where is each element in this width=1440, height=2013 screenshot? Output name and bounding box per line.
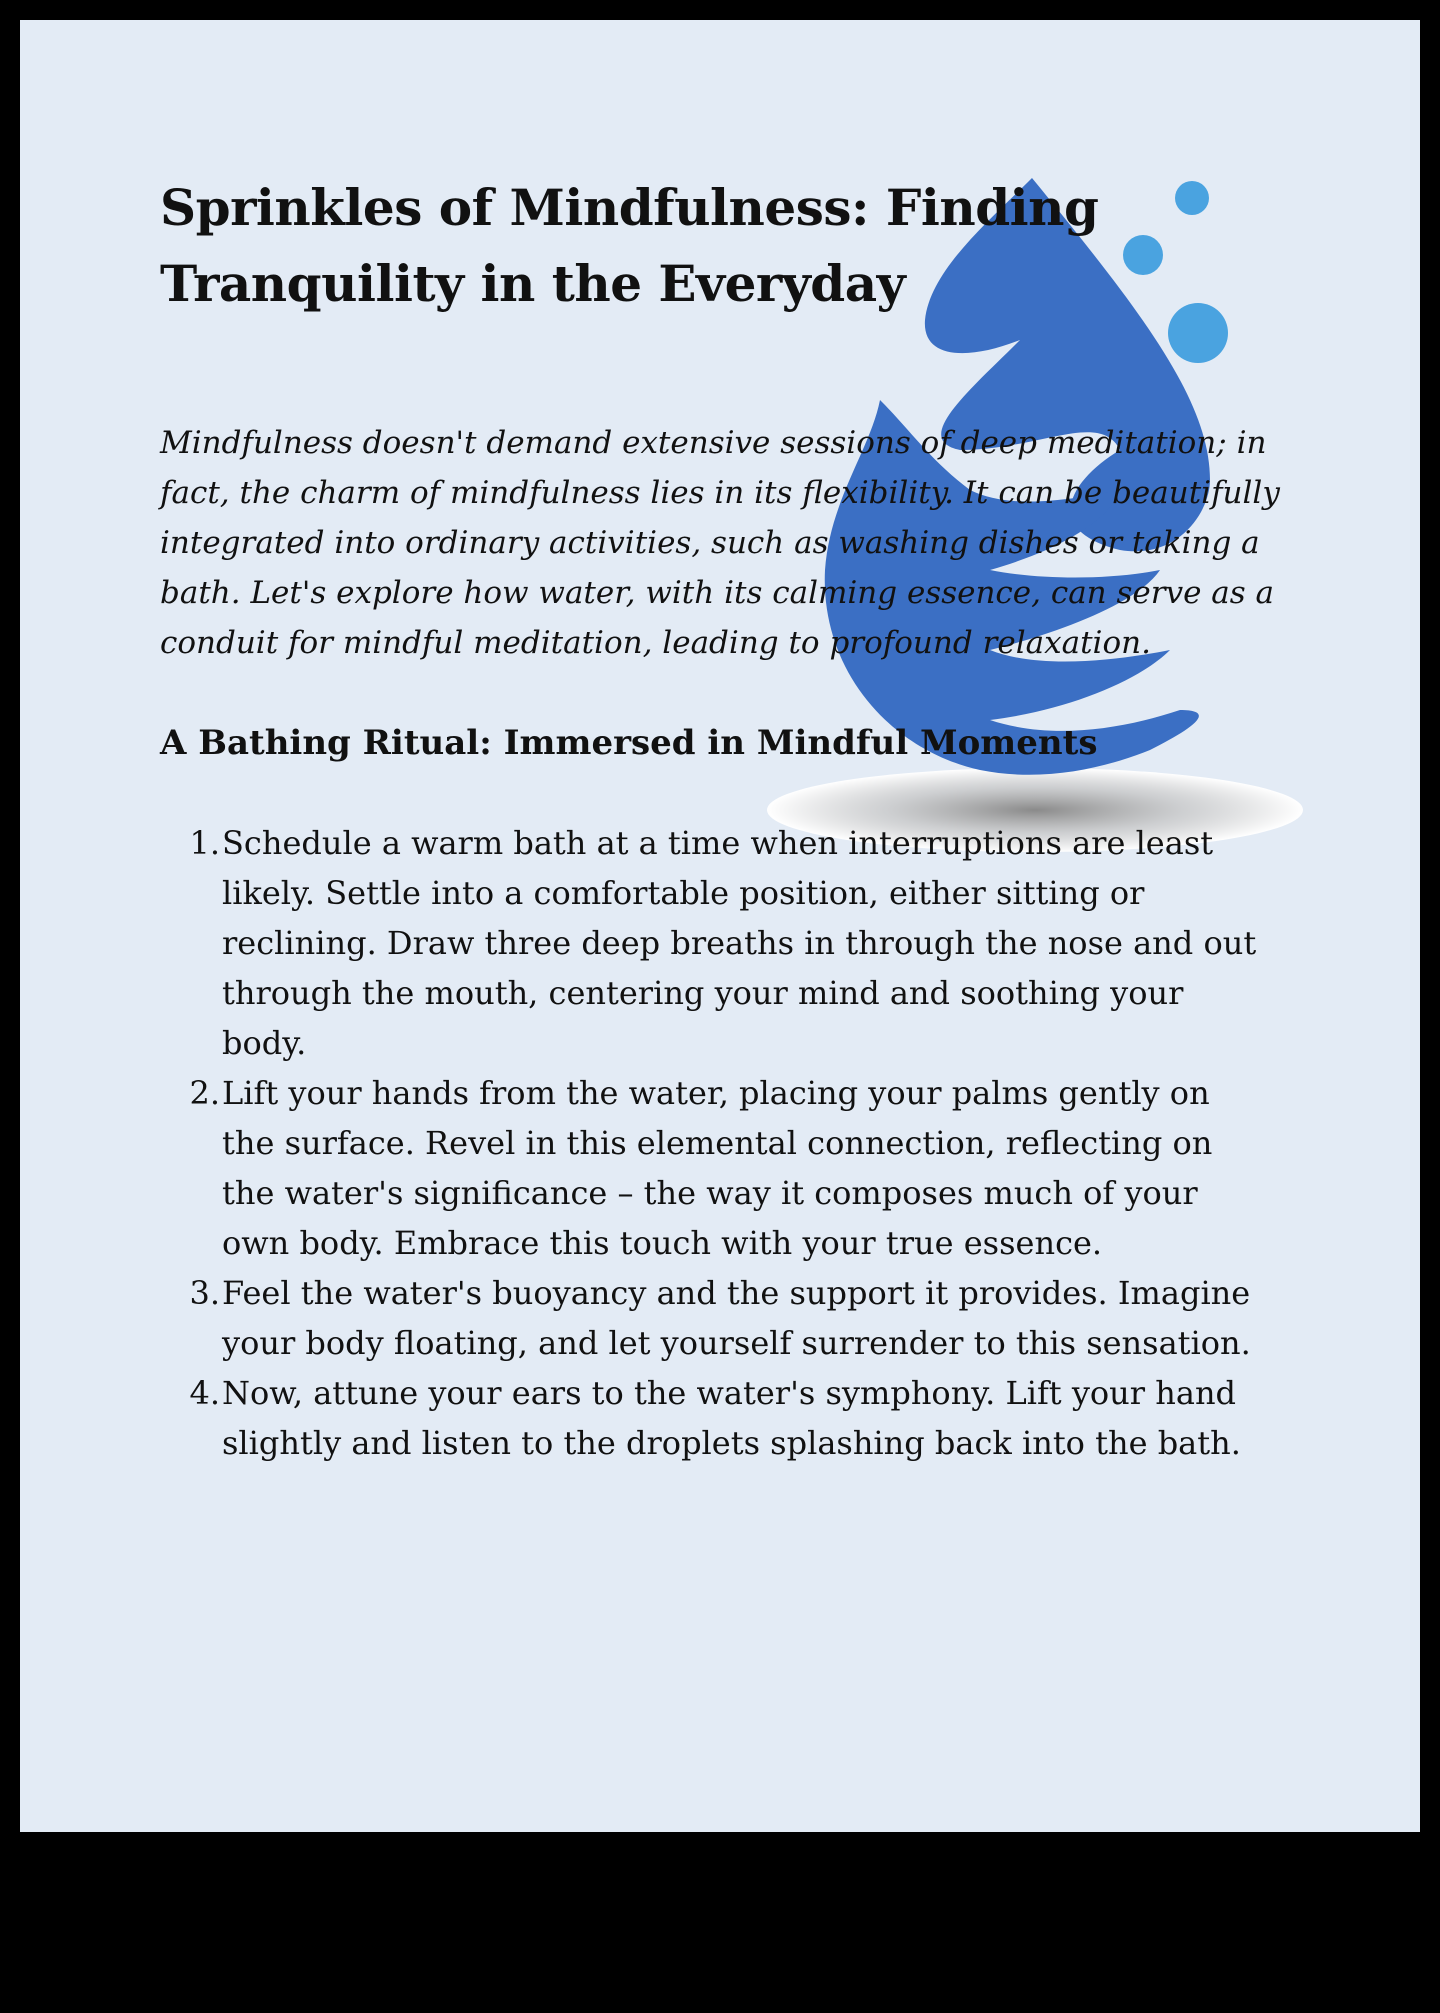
intro-paragraph: Mindfulness doesn't demand extensive sessions of deep meditation; in fact, the charm of mindfulness lies in its flexibility. It can be beautifully integrated into ordinary activities, such as washing dishes or taking a bath. Let's explore how water, with its calming essence, can serve as a conduit for mindful meditation, leading to profound relaxation. — [160, 425, 1280, 661]
article-content — [160, 170, 1310, 1468]
list-item — [160, 818, 1270, 1068]
list-item-text: Feel the water's buoyancy and the support it provides. Imagine your body floating, and let yourself surrender to this sensation. — [222, 1274, 1251, 1362]
list-item-number: 3. — [189, 1274, 220, 1312]
list-item-text: Now, attune your ears to the water's symphony. Lift your hand slightly and listen to the droplets splashing back into the bath. — [222, 1374, 1241, 1462]
list-item-text: Schedule a warm bath at a time when interruptions are least likely. Settle into a comfortable position, either sitting or reclining. Draw three deep breaths in through the nose and out through the mouth, centering your mind and soothing your body. — [222, 824, 1257, 1062]
list-item-text: Lift your hands from the water, placing your palms gently on the surface. Revel in this elemental connection, reflecting on the water's significance – the way it composes much of your own body. Embrace this touch with your true essence. — [222, 1074, 1213, 1262]
list-item-number: 2. — [189, 1074, 220, 1112]
section-heading: A Bathing Ritual: Immersed in Mindful Moments — [160, 723, 1098, 763]
list-item-number: 4. — [189, 1374, 220, 1412]
list-item-number: 1. — [189, 824, 220, 862]
list-item — [160, 1068, 1270, 1268]
document-page — [20, 20, 1420, 1832]
page-title: Sprinkles of Mindfulness: Finding Tranquility in the Everyday — [160, 178, 1099, 313]
list-item — [160, 1268, 1270, 1368]
steps-list — [160, 818, 1270, 1468]
list-item — [160, 1368, 1270, 1468]
